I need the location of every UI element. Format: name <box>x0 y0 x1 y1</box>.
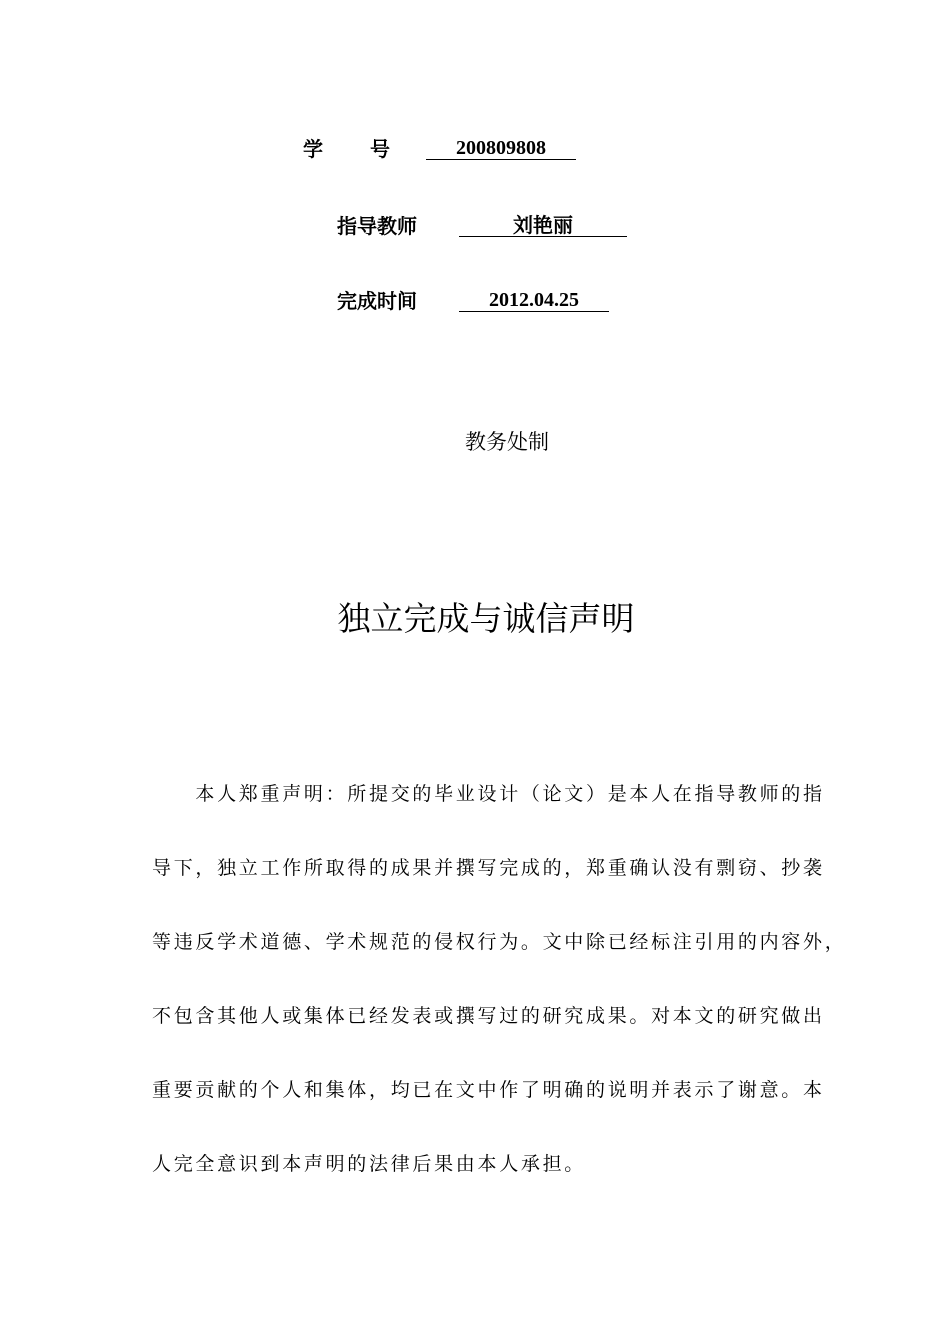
declaration-body <box>152 775 870 1219</box>
student-id-label-char-1: 学 <box>303 137 323 161</box>
student-id-value: 200809808 <box>426 137 576 160</box>
issuer-text: 教务处制 <box>465 430 549 454</box>
declaration-line: 人完全意识到本声明的法律后果由本人承担。 <box>152 1153 587 1175</box>
declaration-line: 重要贡献的个人和集体，均已在文中作了明确的说明并表示了谢意。本 <box>152 1079 825 1101</box>
declaration-line: 导下，独立工作所取得的成果并撰写完成的，郑重确认没有剽窃、抄袭 <box>152 857 825 879</box>
teacher-label: 指导教师 <box>337 214 417 238</box>
completion-date-value: 2012.04.25 <box>459 289 609 312</box>
completion-date-label: 完成时间 <box>337 289 417 313</box>
teacher-value: 刘艳丽 <box>459 214 627 237</box>
student-id-row <box>0 137 950 163</box>
declaration-line: 等违反学术道德、学术规范的侵权行为。文中除已经标注引用的内容外， <box>152 931 847 953</box>
declaration-line: 不包含其他人或集体已经发表或撰写过的研究成果。对本文的研究做出 <box>152 1005 825 1027</box>
declaration-line: 本人郑重声明：所提交的毕业设计（论文）是本人在指导教师的指 <box>152 783 825 805</box>
student-id-label-char-2: 号 <box>370 137 390 161</box>
teacher-row <box>0 214 950 240</box>
completion-date-row <box>0 289 950 315</box>
declaration-title: 独立完成与诚信声明 <box>337 599 635 638</box>
